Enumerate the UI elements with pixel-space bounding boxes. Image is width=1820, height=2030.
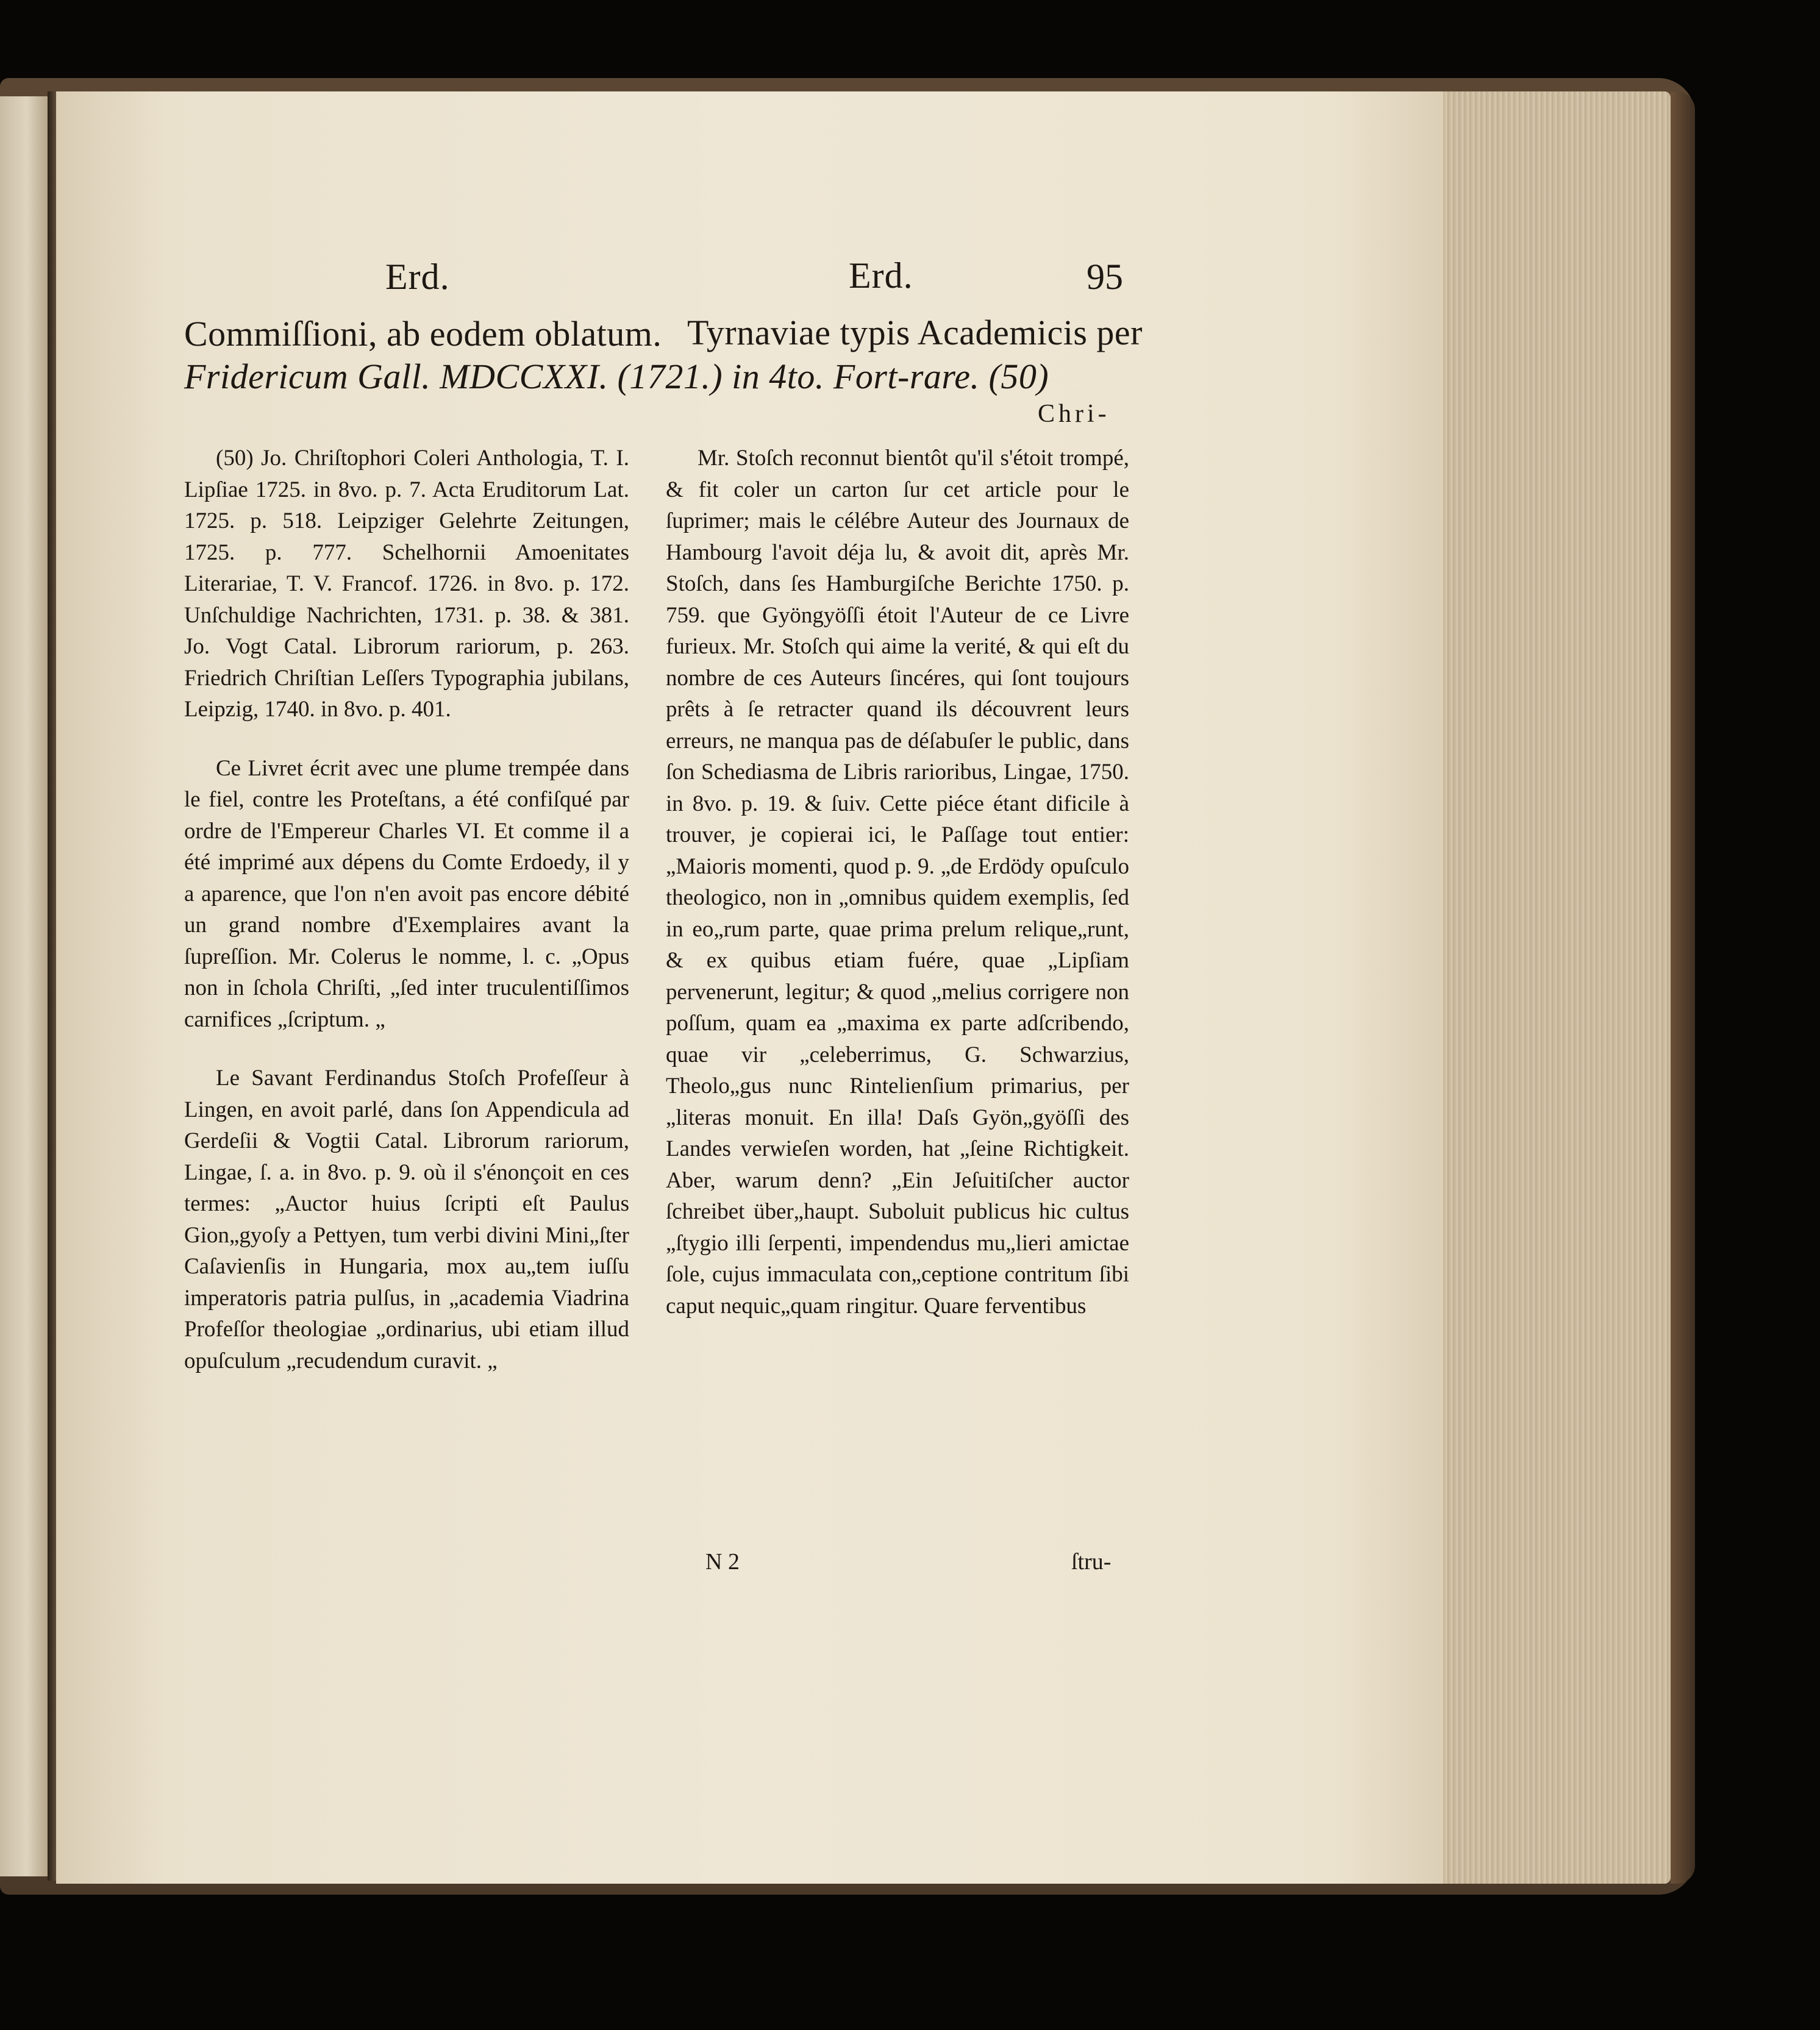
paragraph-stosch: Le Savant Ferdinandus Stoſch Profeſſeur à Lingen, en avoit parlé, dans ſon Appendicula ad Gerdeſii & Vogtii Catal. Librorum rariorum, Lingae, ſ. a. in 8vo. p. 9. où il s'énonçoit en ces termes: „Auctor huius ſcripti eſt Paulus Gion„gyoſy a Pettyen, tum verbi divini Mini„ſter Caſavienſis in Hungaria, mox au„tem iuſſu imperatoris patria pulſus, in „academia Viadrina Profeſſor theologiae „ordinarius, ubi etiam illud opuſculum „recudendum curavit. „ <box>184 1066 629 1373</box>
page-number: 95 <box>1087 257 1123 297</box>
signature-mark: N 2 <box>705 1549 740 1575</box>
title-line-2: Fridericum Gall. MDCCXXI. (1721.) in 4to. Fort-rare. (50) <box>184 357 1049 396</box>
right-column <box>666 443 1129 1322</box>
left-column <box>184 443 629 1376</box>
paragraph-livret: Ce Livret écrit avec une plume trempée dans le fiel, contre les Proteſtans, a été confiſqué par ordre de l'Empereur Charles VI. Et comme il a été imprimé aux dépens du Comte Erdoedy, il y a aparence, que l'on n'en avoit pas encore débité un grand nombre d'Exemplaires avant la ſupreſſion. Mr. Colerus le nomme, l. c. „Opus non in ſchola Chriſti, „ſed inter truculentiſſimos carnifices „ſcriptum. „ <box>184 755 629 1032</box>
title-line-1b: Tyrnaviae typis Academicis per <box>687 313 1143 352</box>
book-page <box>56 91 1443 1884</box>
paragraph-reconnut: Mr. Stoſch reconnut bientôt qu'il s'étoit trompé, & fit coler un carton ſur cet article pour le ſuprimer; mais le célébre Auteur des Journaux de Hambourg l'avoit déja lu, & avoit dit, après Mr. Stoſch, dans ſes Hamburgiſche Berichte 1750. p. 759. que Gyöngyöſſi étoit l'Auteur de ce Livre furieux. Mr. Stoſch qui aime la verité, & qui eſt du nombre de ces Auteurs ſincéres, qui ſont toujours prêts à ſe retracter quand ils découvrent leurs erreurs, ne manqua pas de déſabuſer le public, dans ſon Schediasma de Libris rarioribus, Lingae, 1750. in 8vo. p. 19. & ſuiv. Cette piéce étant dificile à trouver, je copierai ici, le Paſſage tout entier: „Maioris momenti, quod p. 9. „de Erdödy opuſculo theologico, non in „omnibus quidem exemplis, ſed in eo„rum parte, quae prima prelum relique„runt, & ex quibus etiam fuére, quae „Lipſiam pervenerunt, legitur; & quod „melius corrigere non poſſum, quam ea „maxima ex parte adſcribendo, quae vir „celeberrimus, G. Schwarzius, Theolo„gus nunc Rintelienſium primarius, per „literas monuit. En illa! Daſs Gyön„gyöſſi des Landes verwieſen worden, hat „ſeine Richtigkeit. Aber, warum denn? „Ein Jeſuitiſcher auctor ſchreibet über„haupt. Suboluit publicus hic cultus „ſtygio illi ſerpenti, impendendus mu„lieri amictae ſole, cujus immaculata con„ceptione contritum ſibi caput nequic„quam ringitur. Quare ferventibus <box>666 446 1129 1319</box>
catchword-top: Chri- <box>1038 400 1110 428</box>
cover-edge <box>1671 91 1695 1884</box>
previous-page-edge <box>0 96 49 1876</box>
running-head-left: Erd. <box>385 257 450 297</box>
catchword-bottom: ſtru- <box>1071 1549 1112 1575</box>
footnote-50: (50) Jo. Chriſtophori Coleri Anthologia, T. I. Lipſiae 1725. in 8vo. p. 7. Acta Eruditorum Lat. 1725. p. 518. Leipziger Gelehrte Zeitungen, 1725. p. 777. Schelhornii Amoenitates Literariae, T. V. Francof. 1726. in 8vo. p. 172. Unſchuldige Nachrichten, 1731. p. 38. & 381. Jo. Vogt Catal. Librorum rariorum, p. 263. Friedrich Chriſtian Leſſers Typographia jubilans, Leipzig, 1740. in 8vo. p. 401. <box>184 446 629 722</box>
title-line-1a: Commiſſioni, ab eodem oblatum. <box>184 314 662 354</box>
running-head-right: Erd. <box>849 255 913 296</box>
page-block-fore-edge <box>1439 91 1671 1884</box>
